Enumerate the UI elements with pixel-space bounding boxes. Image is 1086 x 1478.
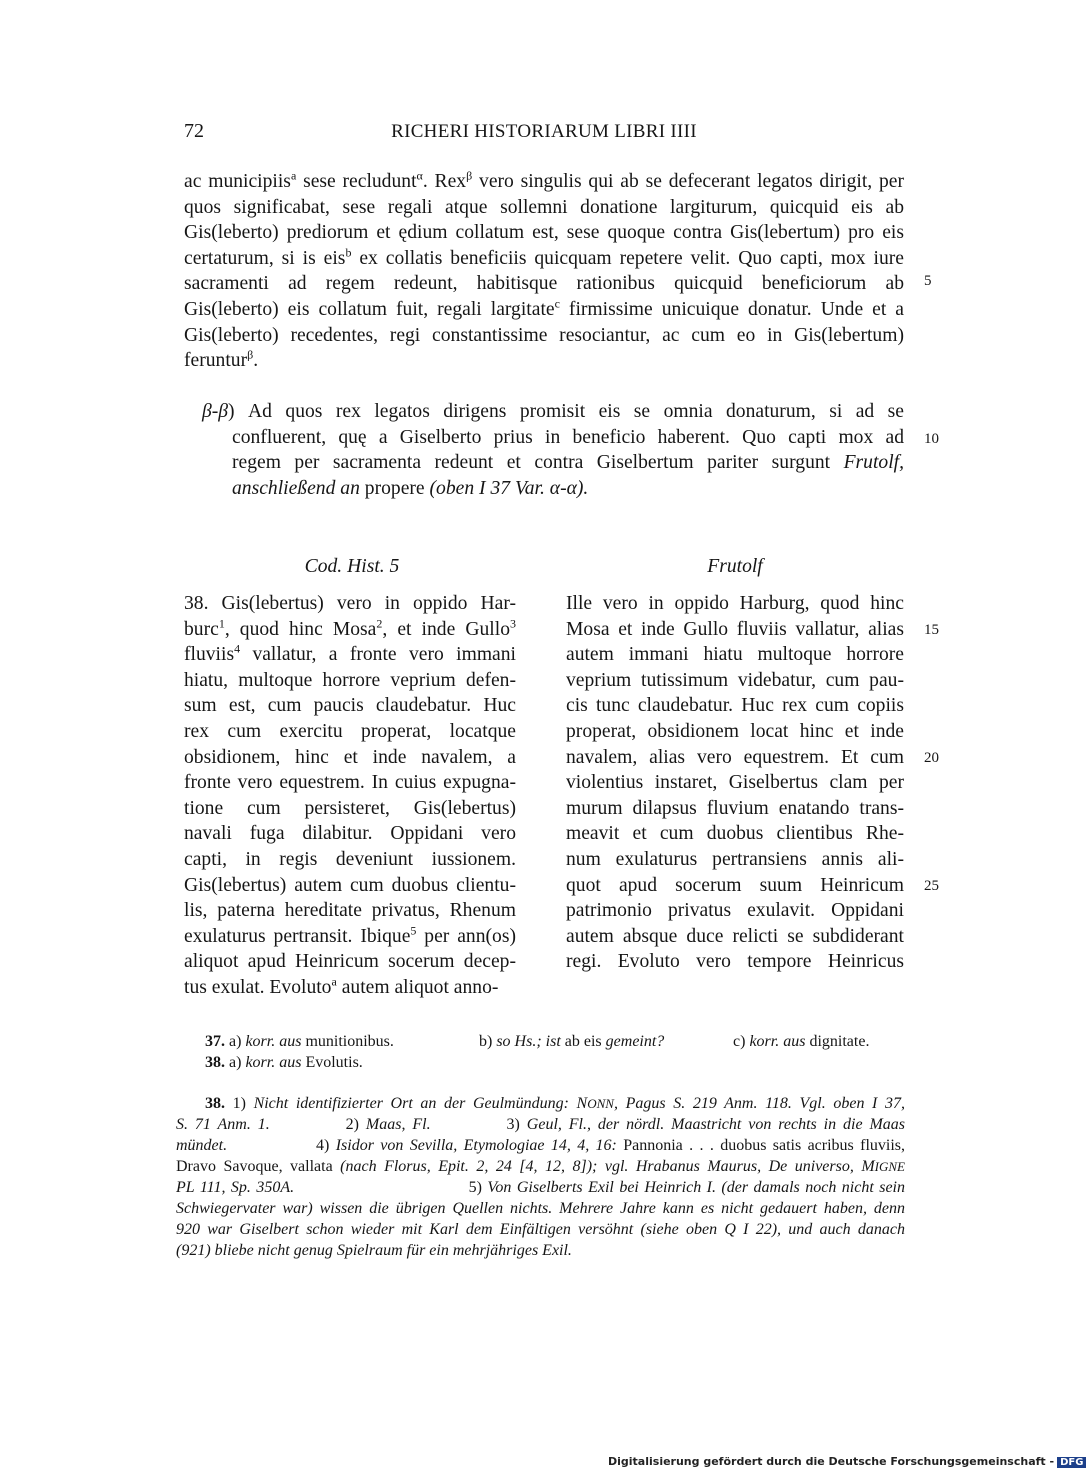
column-heading-cod-hist: Cod. Hist. 5 (304, 556, 400, 577)
footnote-label-37: 37. (205, 1033, 225, 1050)
variant-apparatus: β-β) Ad quos rex legatos dirigens promisit eis se omnia donaturum, si ad se confluerent, quę a Giselberto prius in beneficio haberent. Quo capti mox ad regem per sacramenta redeunt et contra Giselbertum pariter surgunt Frutolf, anschließend an propere (oben I 37 Var. α-α). (202, 401, 904, 499)
column-heading-frutolf: Frutolf (707, 556, 763, 577)
variant-footnotes: 37. a) korr. aus munitionibus. b) so Hs.; ist ab eis gemeint? c) korr. aus dignitate. 38. a) korr. aus Evolutis. (205, 1033, 870, 1071)
line-number-15: 15 (924, 622, 939, 638)
notes-label-38: 38. (205, 1095, 225, 1112)
line-number-20: 20 (924, 750, 939, 766)
dfg-logo: DFG (1057, 1457, 1086, 1468)
right-column-text: Ille vero in oppido Harburg, quod hinc Mosa et inde Gullo fluviis vallatur, alias autem immani hiatu multoque horrore veprium tutissimum videbatur, cum pau- cis tunc claudebatur. Huc rex cum copiis properat, obsidionem locat hinc et inde navalem, alias vero equestrem. Et cum violentius instaret, Giselbertus clam per murum dilapsus fluvium enatando trans- meavit et cum duobus clientibus Rhe- num exulaturus pertransiens annis ali- quot apud socerum suum Heinricum patrimonio privatus exulavit. Oppidani autem absque duce relicti se subdiderant regi. Evoluto vero tempore Heinricus (566, 593, 904, 973)
dfg-credit (608, 1455, 1086, 1468)
commentary-footnotes: 38. 1) Nicht identifizierter Ort an der Geulmündung: NONN, Pagus S. 219 Anm. 118. Vgl. oben I 37, S. 71 Anm. 1. 2) Maas, Fl. 3) Geul, Fl., der nördl. Maastricht von rechts in die Maas mündet. 4) Isidor von Sevilla, Etymologiae 14, 4, 16: Pannonia . . . duobus satis acribus fluviis, Dravo Savoque, vallata (nach Florus, Epit. 2, 24 [4, 12, 8]); vgl. Hrabanus Maurus, De universo, MIGNE PL 111, Sp. 350A. 5) Von Giselberts Exil bei Heinrich I. (der damals noch nicht sein Schwiegervater war) wissen die übrigen Quellen nichts. Mehrere Jahre kann es nicht gedauert haben, denn 920 war Giselbert schon wieder mit Karl dem Einfältigen versöhnt (siehe oben Q I 22), und auch danach (921) bliebe nicht genug Spielraum für ein mehrjähriges Exil. (176, 1095, 906, 1259)
line-number-5: 5 (924, 273, 932, 289)
dfg-credit-text: Digitalisierung gefördert durch die Deutsche Forschungsgemeinschaft - (608, 1455, 1055, 1468)
running-title: RICHERI HISTORIARUM LIBRI IIII (391, 121, 697, 142)
footnote-label-38: 38. (205, 1054, 225, 1071)
page-number: 72 (184, 120, 204, 142)
line-number-25: 25 (924, 878, 939, 894)
line-number-10: 10 (924, 431, 939, 447)
main-text: ac municipiis$^a$ sese recludunt$^\alpha$. Rex$^\beta$ vero singulis qui ab se defecerant legatos dirigit, per quos significabat, sese regali atque sollemni donatione largiturum, quicquid eis ab Gis(leberto) prediorum et ędium collatum est, sese quoque contra Gis(lebertum) pro eis certaturum, si is eis$^b$ ex collatis beneficiis quicquam repetere velit. Quo capti, mox iure sacramenti ad regem redeunt, habitisque rationibus quicquid beneficiorum ab Gis(leberto) eis collatum fuit, regali largitate$^c$ firmissime unicuique donatur. Unde et a Gis(leberto) recedentes, regi constantissime resociantur, ac cum eo in Gis(lebertum) feruntur$^\beta$. (184, 168, 905, 372)
left-column-text: 38. Gis(lebertus) vero in oppido Har- burc$^1$, quod hinc Mosa$^2$, et inde Gullo$^3$ fluviis$^4$ vallatur, a fronte vero immani hiatu, multoque horrore veprium defen- sum est, cum paucis claudebatur. Huc rex cum exercitu properat, locatque obsidionem, hinc et inde navalem, a fronte vero equestrem. In cuius expugna- tione cum persisteret, Gis(lebertus) navali fuga dilabitur. Oppidani vero capti, in regis deveniunt iussionem. Gis(lebertus) autem cum duobus clientu- lis, paterna hereditate privatus, Rhenum exulaturus pertransit. Ibique$^5$ per ann(os) aliquot apud Heinricum socerum decep- tus exulat. Evoluto$^a$ autem aliquot anno- (184, 593, 516, 998)
